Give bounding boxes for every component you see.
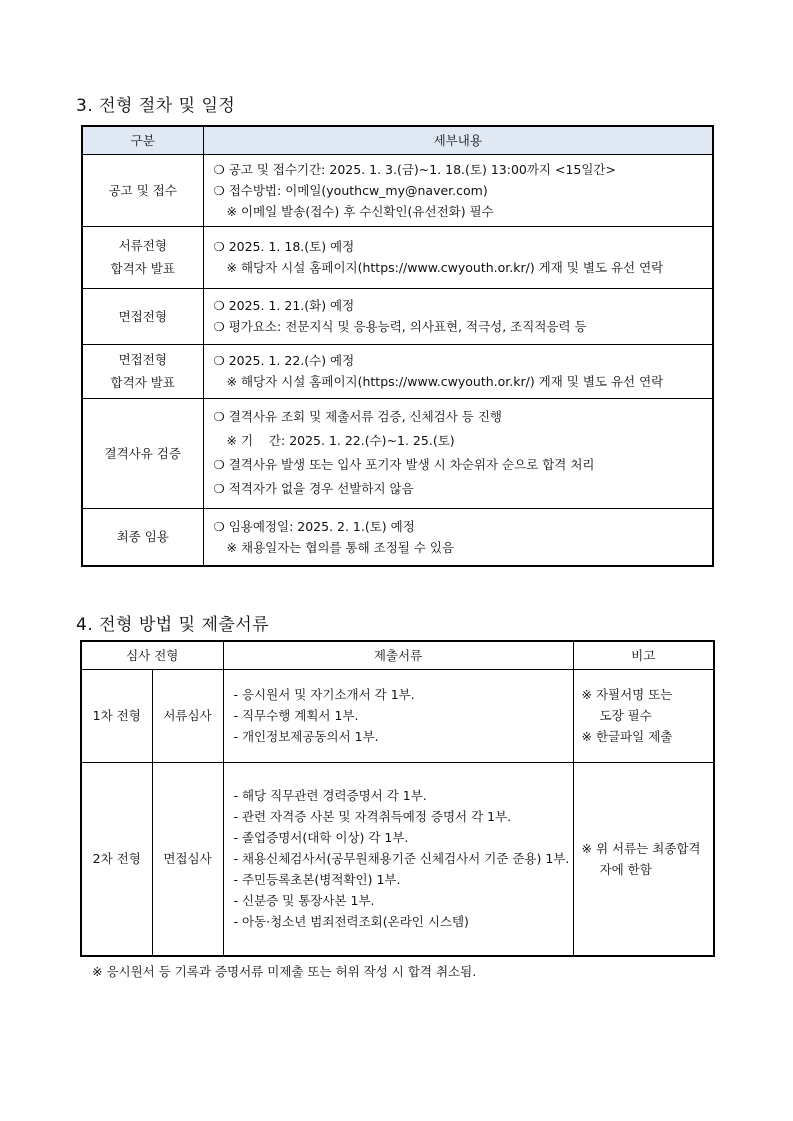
remark-line: 도장 필수 xyxy=(599,708,652,723)
schedule-header-row xyxy=(82,126,713,154)
header-category: 구분 xyxy=(82,126,203,154)
table-row xyxy=(81,762,714,956)
screening-table xyxy=(80,640,715,957)
detail-line: ❍ 결격사유 조회 및 제출서류 검증, 신체검사 등 진행 xyxy=(213,409,502,424)
stage-label: 1차 전형 xyxy=(81,669,152,762)
header-documents: 제출서류 xyxy=(223,641,573,669)
document-item: - 개인정보제공동의서 1부. xyxy=(233,729,379,744)
document-item: - 채용신체검사서(공무원채용기준 신체검사서 기준 준용) 1부. xyxy=(233,851,570,867)
document-item: - 관련 자격증 사본 및 자격취득예정 증명서 각 1부. xyxy=(233,809,512,825)
detail-note: ※ 해당자 시설 홈페이지(https://www.cwyouth.or.kr/) 게재 및 별도 유선 연락 xyxy=(226,374,664,389)
document-item: - 신분증 및 통장사본 1부. xyxy=(233,893,375,909)
table-row xyxy=(82,154,713,226)
detail-line: ❍ 접수방법: 이메일(youthcw_my@naver.com) xyxy=(213,182,488,198)
screening-type: 면접심사 xyxy=(152,762,223,956)
table-row xyxy=(82,344,713,398)
row-details xyxy=(203,398,713,508)
document-item: - 아동·청소년 범죄전력조회(온라인 시스템) xyxy=(233,914,469,930)
table-row xyxy=(82,398,713,508)
document-item: - 직무수행 계획서 1부. xyxy=(233,708,359,723)
detail-line: ❍ 평가요소: 전문지식 및 응용능력, 의사표현, 적극성, 조직적응력 등 xyxy=(213,319,587,334)
row-details xyxy=(203,344,713,398)
remarks-cell xyxy=(573,669,714,762)
header-details: 세부내용 xyxy=(203,126,713,154)
row-details xyxy=(203,508,713,566)
row-label: 서류전형 합격자 발표 xyxy=(82,226,203,288)
remark-line: ※ 한글파일 제출 xyxy=(581,729,673,744)
footnote: ※ 응시원서 등 기록과 증명서류 미제출 또는 허위 작성 시 합격 취소됨. xyxy=(92,964,477,979)
row-details xyxy=(203,154,713,226)
schedule-table xyxy=(81,125,714,567)
detail-note: ※ 이메일 발송(접수) 후 수신확인(유선전화) 필수 xyxy=(226,203,494,219)
row-label: 최종 임용 xyxy=(82,508,203,566)
detail-note: ※ 해당자 시설 홈페이지(https://www.cwyouth.or.kr/) 게재 및 별도 유선 연락 xyxy=(226,260,664,275)
detail-note: ※ 기 간: 2025. 1. 22.(수)~1. 25.(토) xyxy=(226,433,455,448)
table-row xyxy=(82,226,713,288)
remark-line: 자에 한함 xyxy=(599,861,652,877)
screening-header-row xyxy=(81,641,714,669)
remarks-cell xyxy=(573,762,714,956)
document-list xyxy=(223,669,573,762)
row-details xyxy=(203,288,713,344)
row-label: 결격사유 검증 xyxy=(82,398,203,508)
section4-heading: 4. 전형 방법 및 제출서류 xyxy=(76,615,270,635)
row-label: 면접전형 합격자 발표 xyxy=(82,344,203,398)
screening-type: 서류심사 xyxy=(152,669,223,762)
stage-label: 2차 전형 xyxy=(81,762,152,956)
detail-line: ❍ 공고 및 접수기간: 2025. 1. 3.(금)~1. 18.(토) 13:00까지 <15일간> xyxy=(213,161,616,177)
detail-line: ❍ 적격자가 없을 경우 선발하지 않음 xyxy=(213,481,414,496)
remark-line: ※ 위 서류는 최종합격 xyxy=(581,840,701,856)
section3-heading: 3. 전형 절차 및 일정 xyxy=(76,96,236,116)
document-item: - 해당 직무관련 경력증명서 각 1부. xyxy=(233,788,427,804)
document-item: - 응시원서 및 자기소개서 각 1부. xyxy=(233,687,415,702)
document-list xyxy=(223,762,573,956)
detail-line: ❍ 2025. 1. 18.(토) 예정 xyxy=(213,239,355,254)
header-screening-type: 심사 전형 xyxy=(81,641,223,669)
header-remarks: 비고 xyxy=(573,641,714,669)
detail-line: ❍ 2025. 1. 21.(화) 예정 xyxy=(213,298,355,313)
row-label: 공고 및 접수 xyxy=(82,154,203,226)
remark-line: ※ 자필서명 또는 xyxy=(581,687,673,702)
row-details xyxy=(203,226,713,288)
detail-line: ❍ 2025. 1. 22.(수) 예정 xyxy=(213,353,355,368)
document-item: - 주민등록초본(병적확인) 1부. xyxy=(233,872,401,888)
document-item: - 졸업증명서(대학 이상) 각 1부. xyxy=(233,830,409,846)
row-label: 면접전형 xyxy=(82,288,203,344)
table-row xyxy=(82,288,713,344)
table-row xyxy=(81,669,714,762)
detail-line: ❍ 결격사유 발생 또는 입사 포기자 발생 시 차순위자 순으로 합격 처리 xyxy=(213,457,595,472)
detail-line: ❍ 임용예정일: 2025. 2. 1.(토) 예정 xyxy=(213,518,415,534)
table-row xyxy=(82,508,713,566)
detail-note: ※ 채용일자는 협의를 통해 조정될 수 있음 xyxy=(226,539,455,555)
